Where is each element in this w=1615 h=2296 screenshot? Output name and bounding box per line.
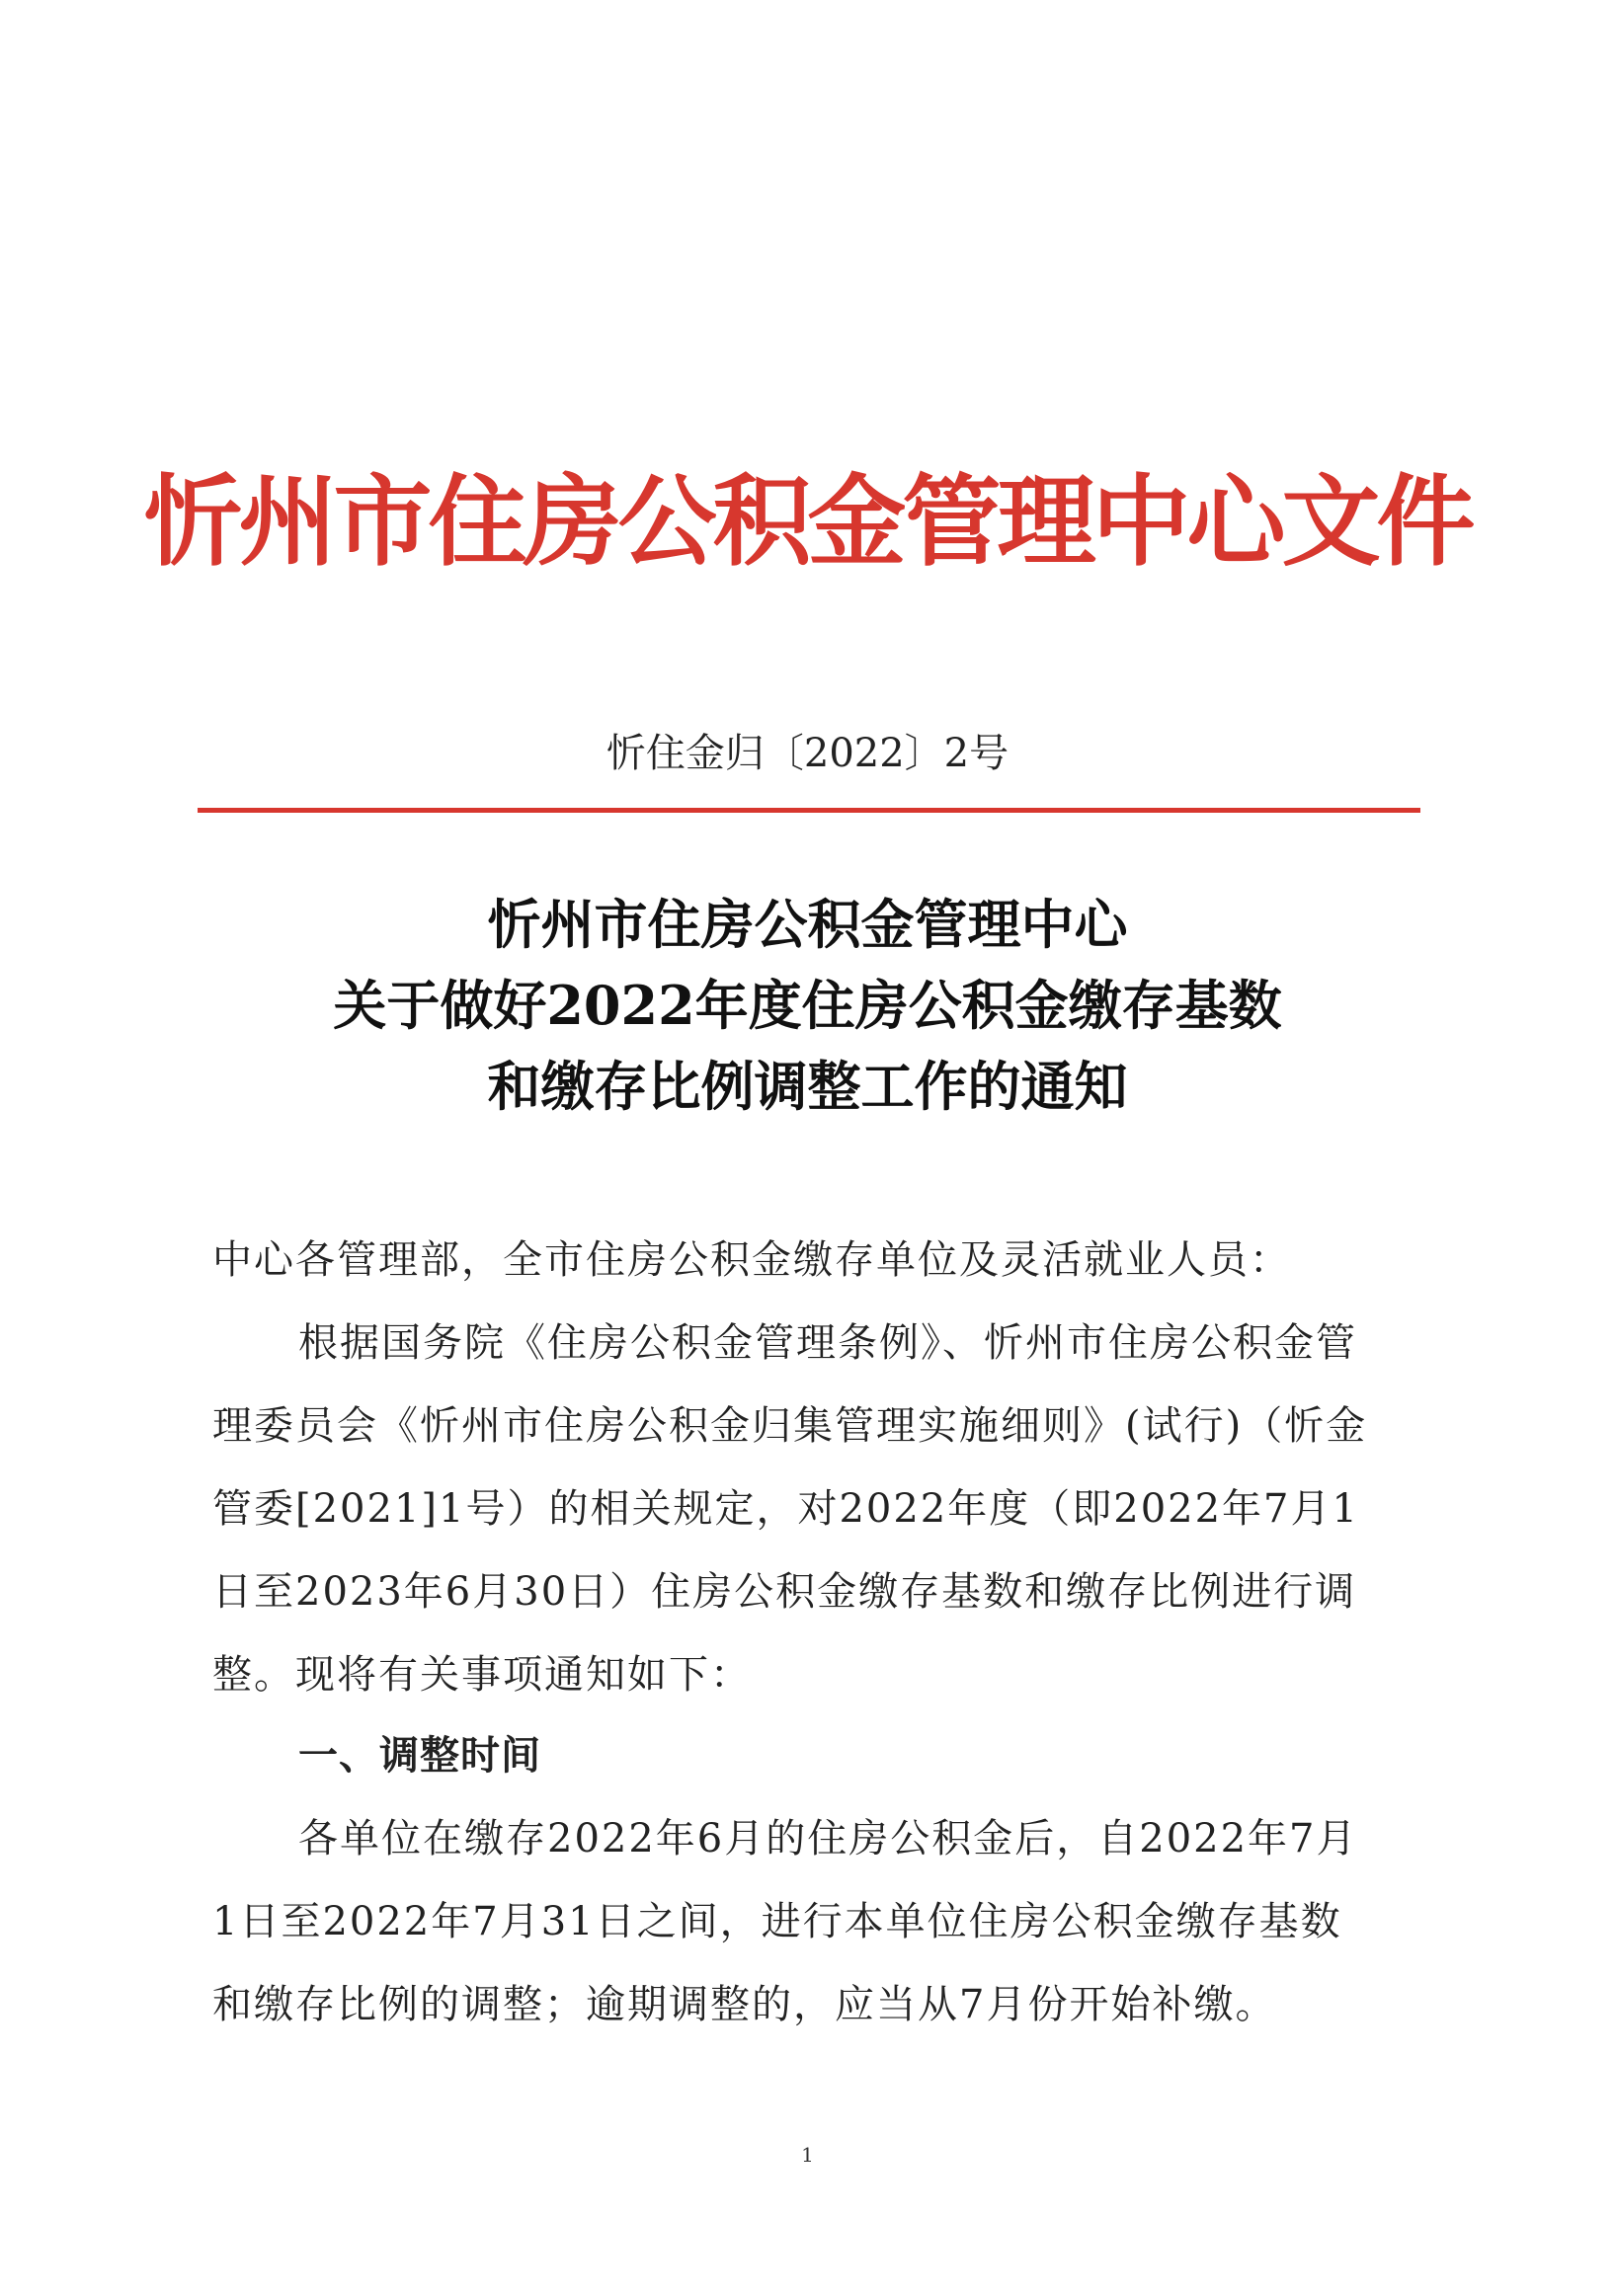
paragraph-2-line-2: 1日至2022年7月31日之间，进行本单位住房公积金缴存基数 (212, 1899, 1342, 1944)
paragraph-1-line-5: 整。现将有关事项通知如下： (212, 1652, 752, 1698)
paragraph-1-line-2: 理委员会《忻州市住房公积金归集管理实施细则》(试行)（忻金 (212, 1403, 1368, 1449)
paragraph-2-line-3: 和缴存比例的调整；逾期调整的，应当从7月份开始补缴。 (212, 1982, 1277, 2027)
document-number: 忻住金归〔2022〕2号 (606, 731, 1009, 776)
title-line-2: 关于做好2022年度住房公积金缴存基数 (333, 974, 1282, 1037)
paragraph-1-line-1: 根据国务院《住房公积金管理条例》、忻州市住房公积金管 (298, 1320, 1357, 1366)
paragraph-1-line-4: 日至2023年6月30日）住房公积金缴存基数和缴存比例进行调 (212, 1569, 1357, 1615)
letterhead-title: 忻州市住房公积金管理中心文件 (143, 463, 1472, 580)
salutation: 中心各管理部，全市住房公积金缴存单位及灵活就业人员： (212, 1237, 1291, 1283)
notice-title (0, 884, 1615, 1127)
title-line-1: 忻州市住房公积金管理中心 (487, 893, 1128, 956)
page-number: 1 (801, 2143, 814, 2167)
red-divider-line (198, 808, 1420, 813)
paragraph-2-line-1: 各单位在缴存2022年6月的住房公积金后，自2022年7月 (298, 1816, 1358, 1861)
title-line-3: 和缴存比例调整工作的通知 (487, 1055, 1128, 1118)
section-heading-adjustment-time: 一、调整时间 (298, 1733, 541, 1779)
paragraph-1-line-3: 管委[2021]1号）的相关规定，对2022年度（即2022年7月1 (212, 1486, 1359, 1532)
